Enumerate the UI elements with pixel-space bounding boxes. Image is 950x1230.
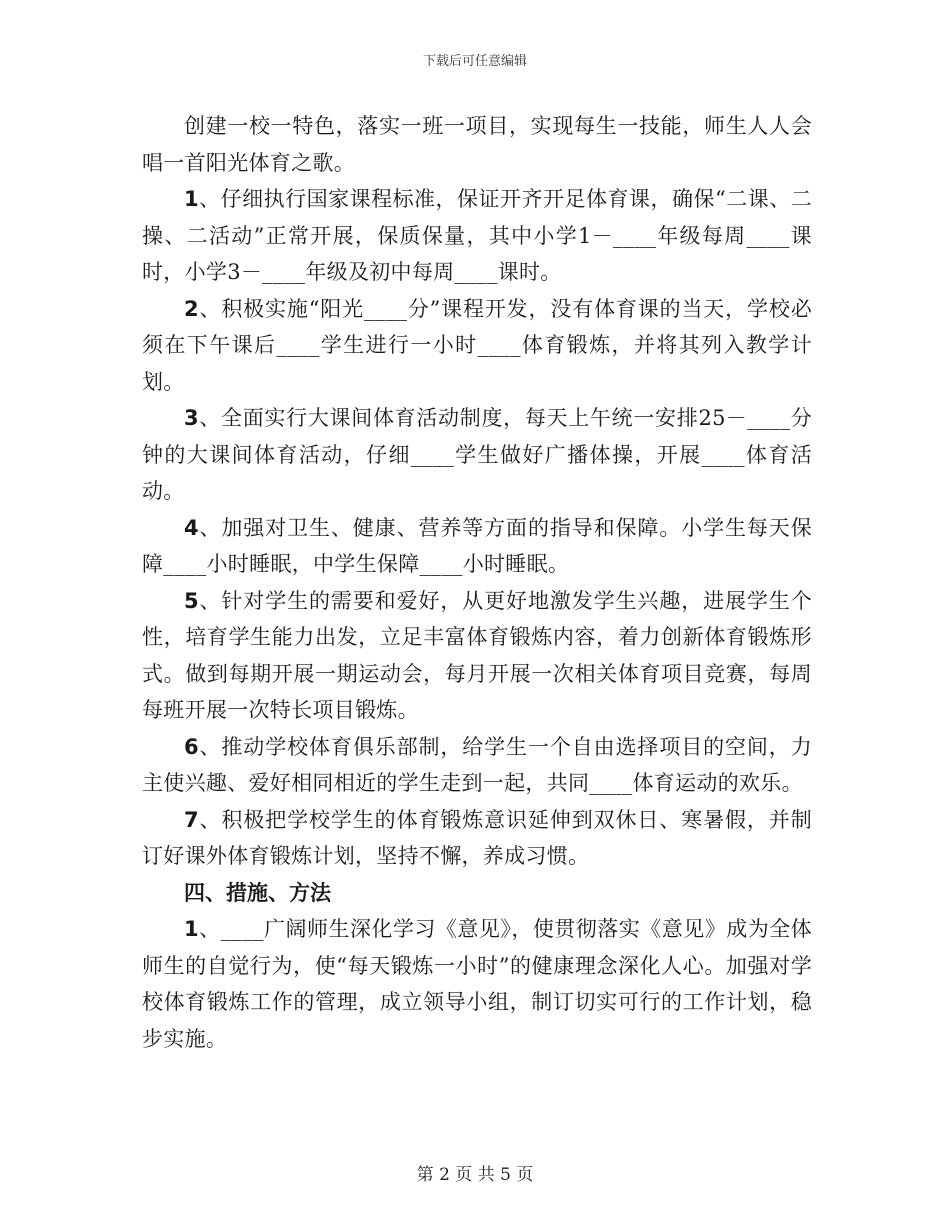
item-number: 5 (184, 588, 199, 613)
document-body (142, 108, 812, 1057)
paragraph-text: 创建一校一特色，落实一班一项目，实现每生一技能，师生人人会唱一首阳光体育之歌。 (142, 114, 812, 175)
section-paragraph-1 (142, 911, 812, 1057)
item-number: 4 (184, 515, 199, 540)
paragraph-text: 、推动学校体育俱乐部制，给学生一个自由选择项目的空间，力主使兴趣、爱好相同相近的学生走到一起，共同____体育运动的欢乐。 (142, 734, 812, 795)
item-paragraph-3 (142, 400, 812, 510)
intro-paragraph (142, 108, 812, 181)
paragraph-text: 、积极实施“阳光____分”课程开发，没有体育课的当天，学校必须在下午课后____学生进行一小时____体育锻炼，并将其列入教学计划。 (142, 296, 812, 394)
item-paragraph-7 (142, 802, 812, 875)
item-paragraph-6 (142, 729, 812, 802)
item-number: 7 (184, 807, 199, 832)
page-header: 下载后可任意编辑 (422, 54, 527, 69)
item-paragraph-5 (142, 583, 812, 729)
item-number: 2 (184, 296, 199, 321)
section-heading: 四、措施、方法 (184, 879, 331, 905)
paragraph-text: 、____广阔师生深化学习《意见》，使贯彻落实《意见》成为全体师生的自觉行为，使“每天锻炼一小时”的健康理念深化人心。加强对学校体育锻炼工作的管理，成立领导小组，制订切实可行的工作计划，稳步实施。 (142, 917, 812, 1051)
paragraph-text: 、针对学生的需要和爱好，从更好地激发学生兴趣，进展学生个性，培育学生能力出发，立足丰富体育锻炼内容，着力创新体育锻炼形式。做到每期开展一期运动会，每月开展一次相关体育项目竞赛，每周每班开展一次特长项目锻炼。 (142, 588, 812, 722)
item-number: 1 (184, 187, 199, 211)
item-paragraph-2 (142, 291, 812, 401)
item-paragraph-4 (142, 510, 812, 583)
page-number-footer: 第 2 页 共 5 页 (416, 1165, 534, 1185)
paragraph-text: 、全面实行大课间体育活动制度，每天上午统一安排25－____分钟的大课间体育活动，仔细____学生做好广播体操，开展____体育活动。 (142, 406, 812, 503)
item-paragraph-1 (142, 181, 812, 291)
paragraph-text: 、积极把学校学生的体育锻炼意识延伸到双休日、寒暑假，并制订好课外体育锻炼计划，坚持不懈，养成习惯。 (142, 807, 812, 868)
paragraph-text: 、加强对卫生、健康、营养等方面的指导和保障。小学生每天保障____小时睡眠，中学生保障____小时睡眠。 (142, 515, 812, 576)
item-number: 1 (184, 917, 199, 941)
paragraph-text: 、仔细执行国家课程标准，保证开齐开足体育课，确保“二课、二操、二活动”正常开展，保质保量，其中小学1－____年级每周____课时，小学3－____年级及初中每周____课时。 (142, 187, 812, 284)
item-number: 6 (184, 734, 199, 759)
item-number: 3 (184, 406, 199, 430)
